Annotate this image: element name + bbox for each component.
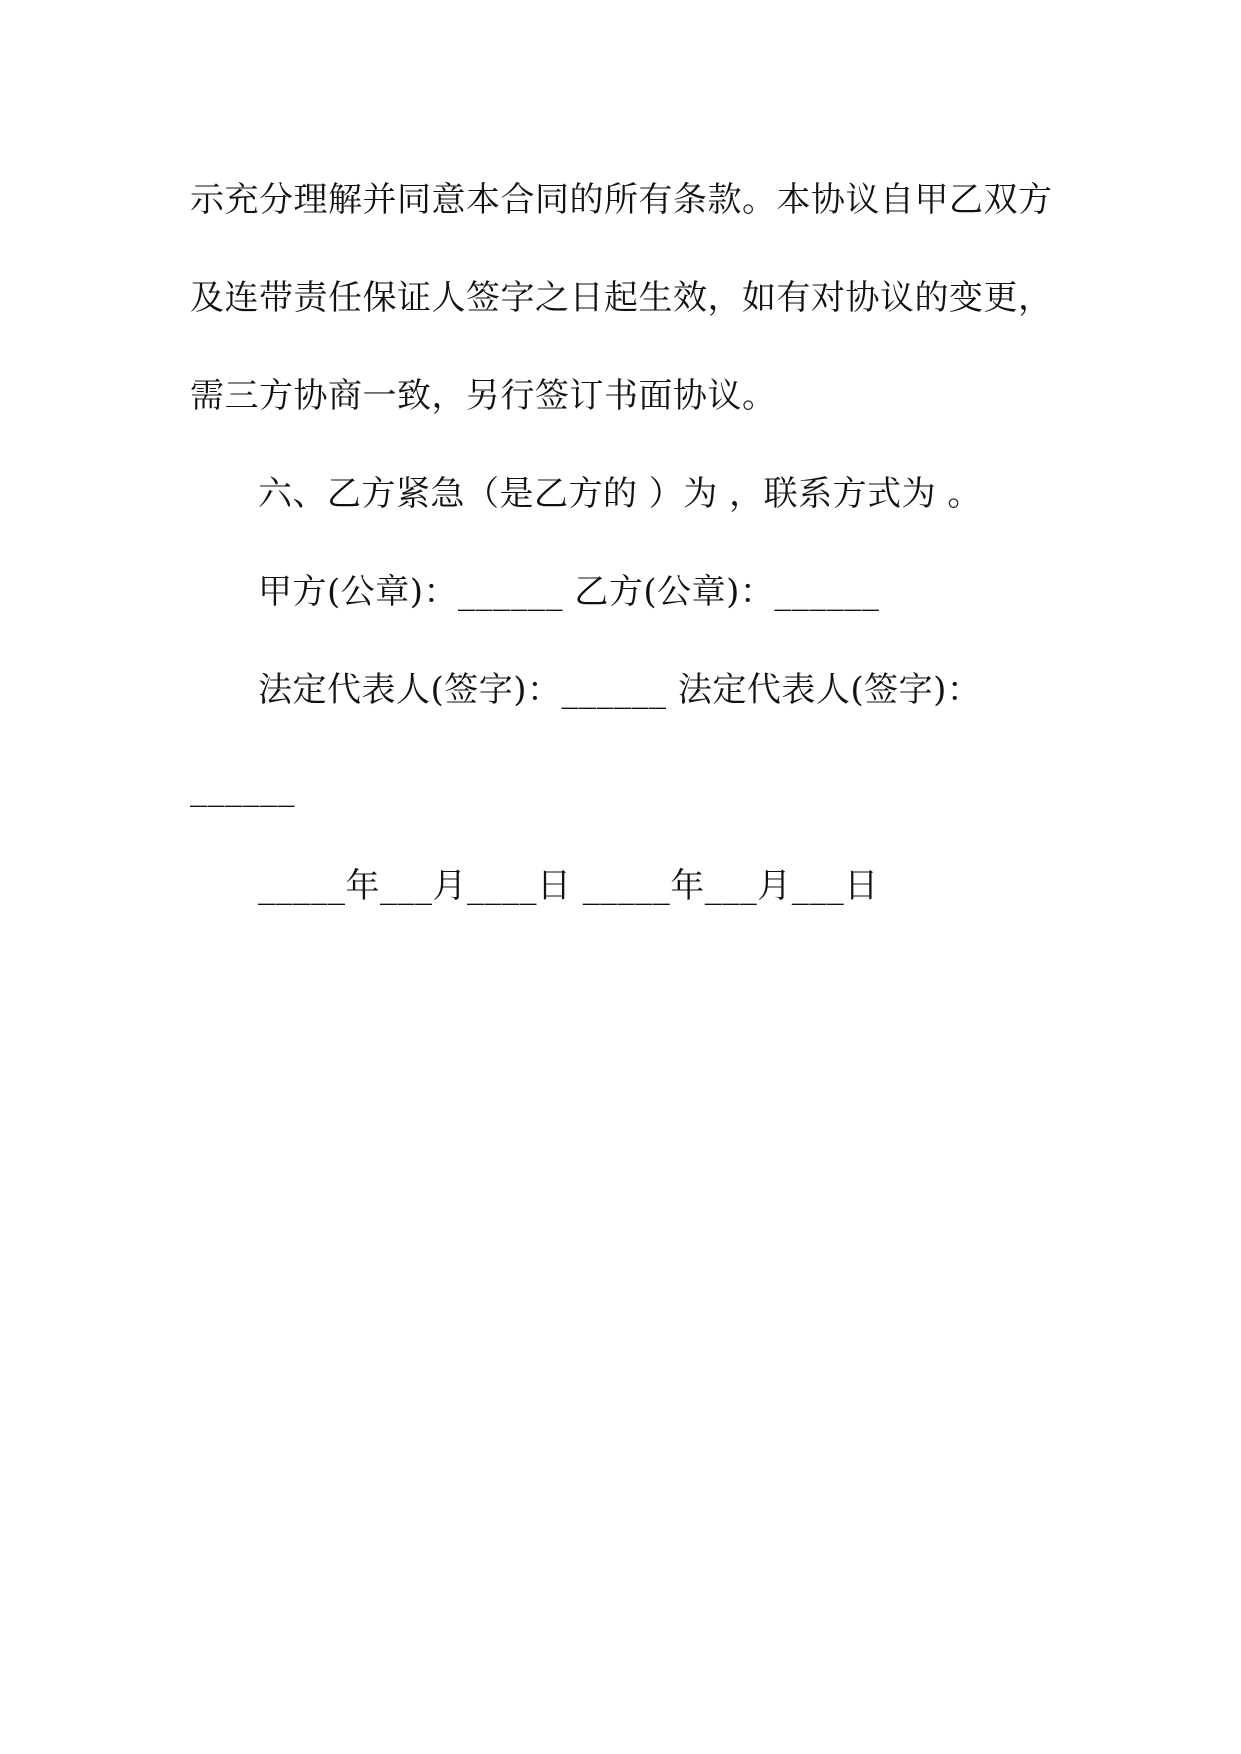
date-line: _____年___月____日 _____年___月___日 xyxy=(258,866,879,906)
body-text-line: 示充分理解并同意本合同的所有条款。本协议自甲乙双方 xyxy=(190,180,1053,220)
clause-six: 六、乙方紧急（是乙方的 ）为 ，联系方式为 。 xyxy=(258,474,982,514)
body-text-line: 及连带责任保证人签字之日起生效，如有对协议的变更， xyxy=(190,278,1053,318)
body-text-line: 需三方协商一致，另行签订书面协议。 xyxy=(190,376,777,416)
legal-representative-line: 法定代表人(签字)：______ 法定代表人(签字)： xyxy=(258,670,982,710)
signature-blank: ______ xyxy=(190,768,295,808)
party-seal-line: 甲方(公章)：______ 乙方(公章)：______ xyxy=(258,572,880,612)
